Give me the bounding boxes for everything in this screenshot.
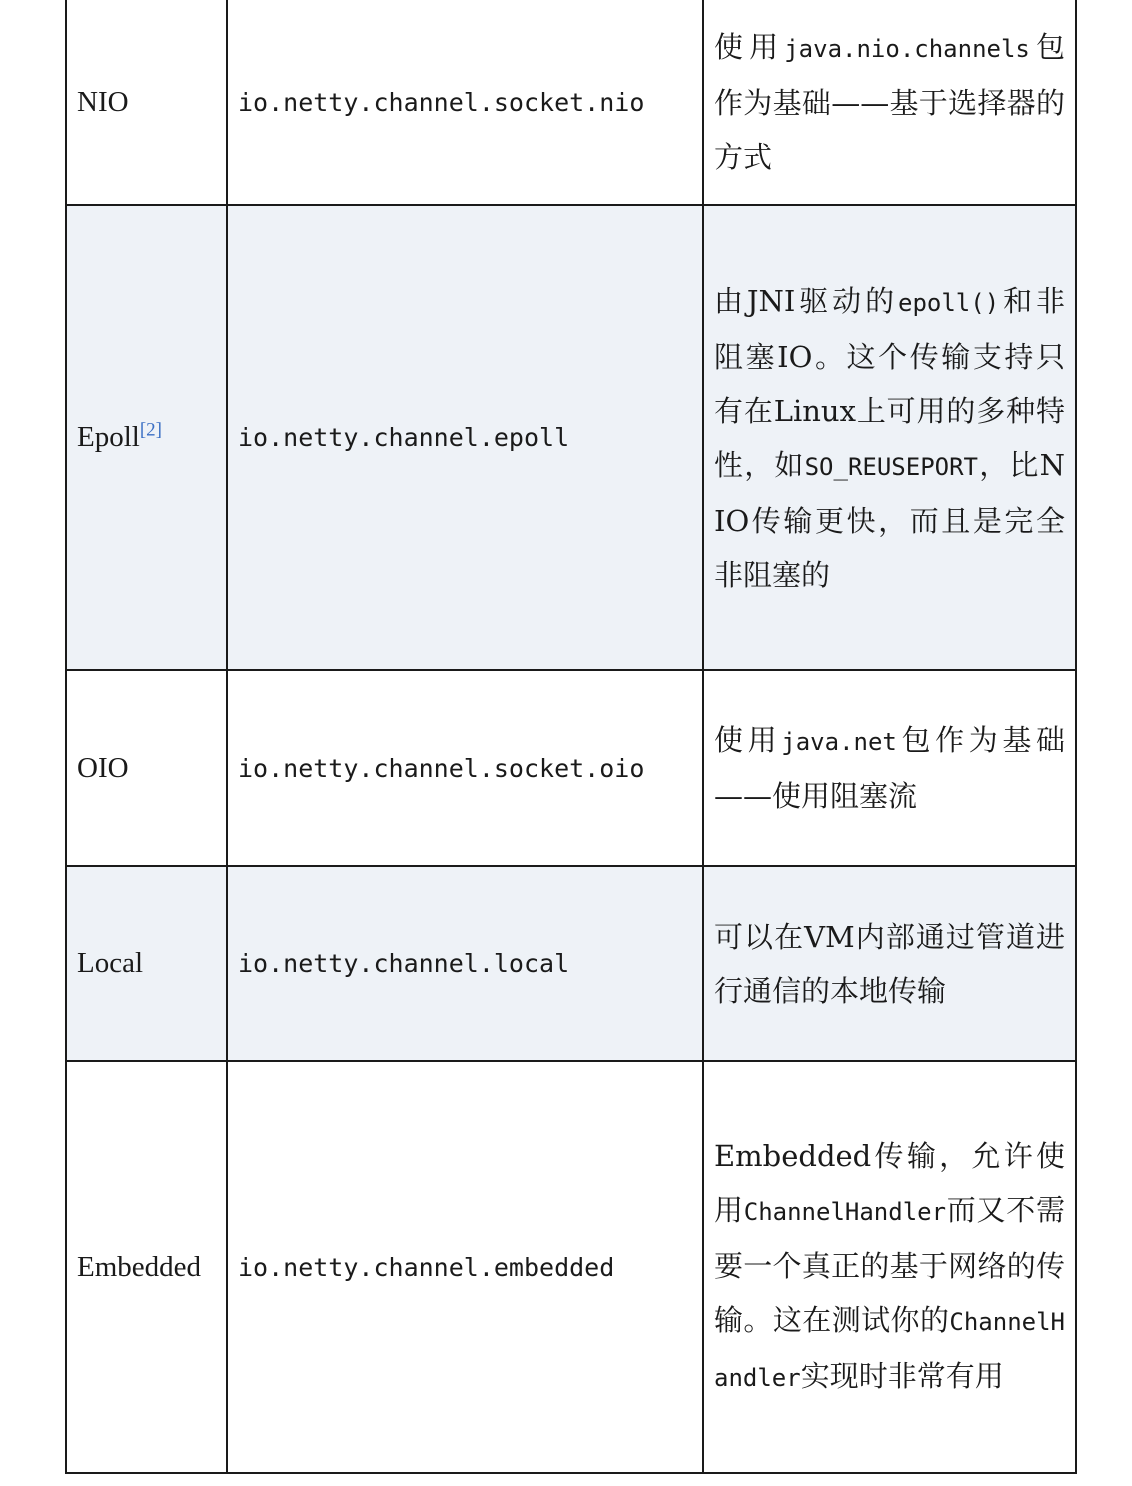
description-cell (703, 866, 1076, 1061)
description-text: Embedded传输，允许使用ChannelHandler而又不需要一个真正的基于网络的传输。这在测试你的ChannelHandler实现时非常有用 (714, 1139, 1065, 1393)
description-text: 由JNI驱动的epoll()和非阻塞IO。这个传输支持只有在Linux上可用的多种特性，如SO_REUSEPORT，比NIO传输更快，而且是完全非阻塞的 (714, 283, 1065, 592)
transport-name: OIO (77, 751, 129, 784)
transport-name-cell (66, 670, 227, 866)
package-cell (227, 0, 703, 205)
inline-code: java.nio.channels (784, 35, 1030, 63)
description-cell (703, 1061, 1076, 1473)
description-text: 使用java.net包作为基础——使用阻塞流 (714, 723, 1065, 813)
transport-name: NIO (77, 85, 129, 118)
description-cell (703, 205, 1076, 670)
package-name: io.netty.channel.embedded (238, 1252, 615, 1282)
transport-name-cell (66, 0, 227, 205)
inline-code: ChannelHandler (743, 1198, 947, 1226)
package-name: io.netty.channel.local (238, 949, 570, 978)
footnote-ref[interactable]: [2] (139, 419, 162, 441)
transport-name-cell (66, 205, 227, 670)
inline-code: SO_REUSEPORT (804, 452, 978, 481)
package-cell (227, 1061, 703, 1473)
transport-name: Epoll (77, 421, 140, 453)
table-row (66, 670, 1076, 866)
description-cell (703, 670, 1076, 866)
description-text: 使用java.nio.channels包作为基础——基于选择器的方式 (714, 30, 1065, 174)
package-cell (227, 670, 703, 866)
package-name: io.netty.channel.epoll (238, 423, 570, 452)
table-row (66, 866, 1076, 1061)
package-name: io.netty.channel.socket.oio (238, 753, 645, 783)
inline-code: epoll() (898, 288, 1000, 317)
transport-name: Embedded (77, 1250, 202, 1283)
transport-name: Local (77, 947, 144, 979)
table-row (66, 205, 1076, 670)
transport-name-cell (66, 1061, 227, 1473)
inline-code: java.net (781, 728, 897, 756)
description-text: 可以在VM内部通过管道进行通信的本地传输 (714, 919, 1065, 1008)
transport-table (65, 0, 1077, 1474)
description-cell (703, 0, 1076, 205)
package-name: io.netty.channel.socket.nio (238, 87, 645, 117)
table-row (66, 0, 1076, 205)
table-row (66, 1061, 1076, 1473)
transport-name-cell (66, 866, 227, 1061)
package-cell (227, 866, 703, 1061)
transport-table-body (66, 0, 1076, 1473)
package-cell (227, 205, 703, 670)
inline-code: ChannelHandler (714, 1308, 1065, 1392)
